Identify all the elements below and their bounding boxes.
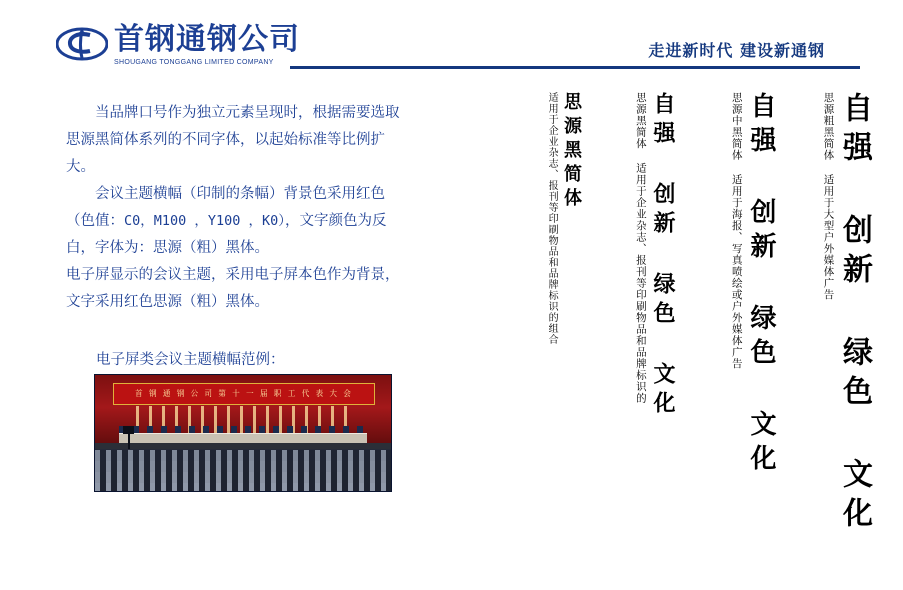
photo-led-banner: [113, 383, 375, 405]
paragraph-1: 当品牌口号作为独立元素呈现时，根据需要选取思源黑简体系列的不同字体，以起始标准等比例扩大。: [66, 105, 400, 175]
header-divider: [290, 66, 860, 69]
photo-led-banner-text: 首 钢 通 钢 公 司 第 十 一 届 职 工 代 表 大 会: [135, 389, 353, 399]
specimen-note: 思源中黑简体 适用于海报、写真喷绘或户外媒体广告: [730, 92, 743, 370]
specimen-column-small: [545, 92, 580, 345]
specimen-note: 思源粗黑简体 适用于大型户外媒体广告: [822, 92, 835, 301]
specimen-headline: 自强 创新 绿色 文化: [837, 92, 872, 536]
paragraph-2-after: ，文字颜色为反白，字体为：思源（粗）黑体。: [66, 213, 387, 256]
paragraph-3: 电子屏显示的会议主题，采用电子屏本色作为背景，文字采用红色思源（粗）黑体。: [66, 267, 400, 310]
page-header: [0, 0, 903, 82]
specimen-column-bold: [821, 92, 870, 536]
paragraph-2-before: 会议主题横幅（印制的条幅）背景色采用红色（色值：: [66, 186, 385, 229]
specimen-note: 思源黑简体 适用于企业杂志、报刊等印刷物品和品牌标识的: [634, 92, 647, 404]
shougang-tonggang-logo-icon: [56, 24, 108, 64]
audience-row: [95, 461, 391, 472]
paragraph-2: [66, 181, 406, 262]
logo-company-name-en: SHOUGANG TONGGANG LIMITED COMPANY: [114, 59, 274, 66]
specimen-column-regular: [634, 92, 674, 420]
specimen-note: 适用于企业杂志、报刊等印刷物品和品牌标识的组合: [546, 92, 558, 345]
paragraph-2-color-code: C0，M100 ，Y100 ，K0）: [124, 213, 286, 229]
body-text: [66, 100, 406, 316]
conference-photo: [94, 374, 392, 492]
font-specimen-group: [470, 92, 872, 536]
audience-row: [95, 450, 391, 461]
audience-row: [95, 472, 391, 483]
header-slogan: 走进新时代 建设新通钢: [648, 41, 825, 60]
photo-audience: [95, 449, 391, 491]
specimen-headline: 自强 创新 绿色 文化: [746, 92, 776, 478]
example-label: 电子屏类会议主题横幅范例：: [96, 352, 285, 368]
specimen-headline: 思源黑简体: [561, 92, 582, 212]
audience-row: [95, 483, 391, 491]
specimen-headline: 自强 创新 绿色 文化: [650, 92, 675, 420]
company-logo: [56, 24, 300, 68]
logo-company-name-cn: 首钢通钢公司: [114, 22, 300, 57]
specimen-column-medium: [730, 92, 774, 478]
